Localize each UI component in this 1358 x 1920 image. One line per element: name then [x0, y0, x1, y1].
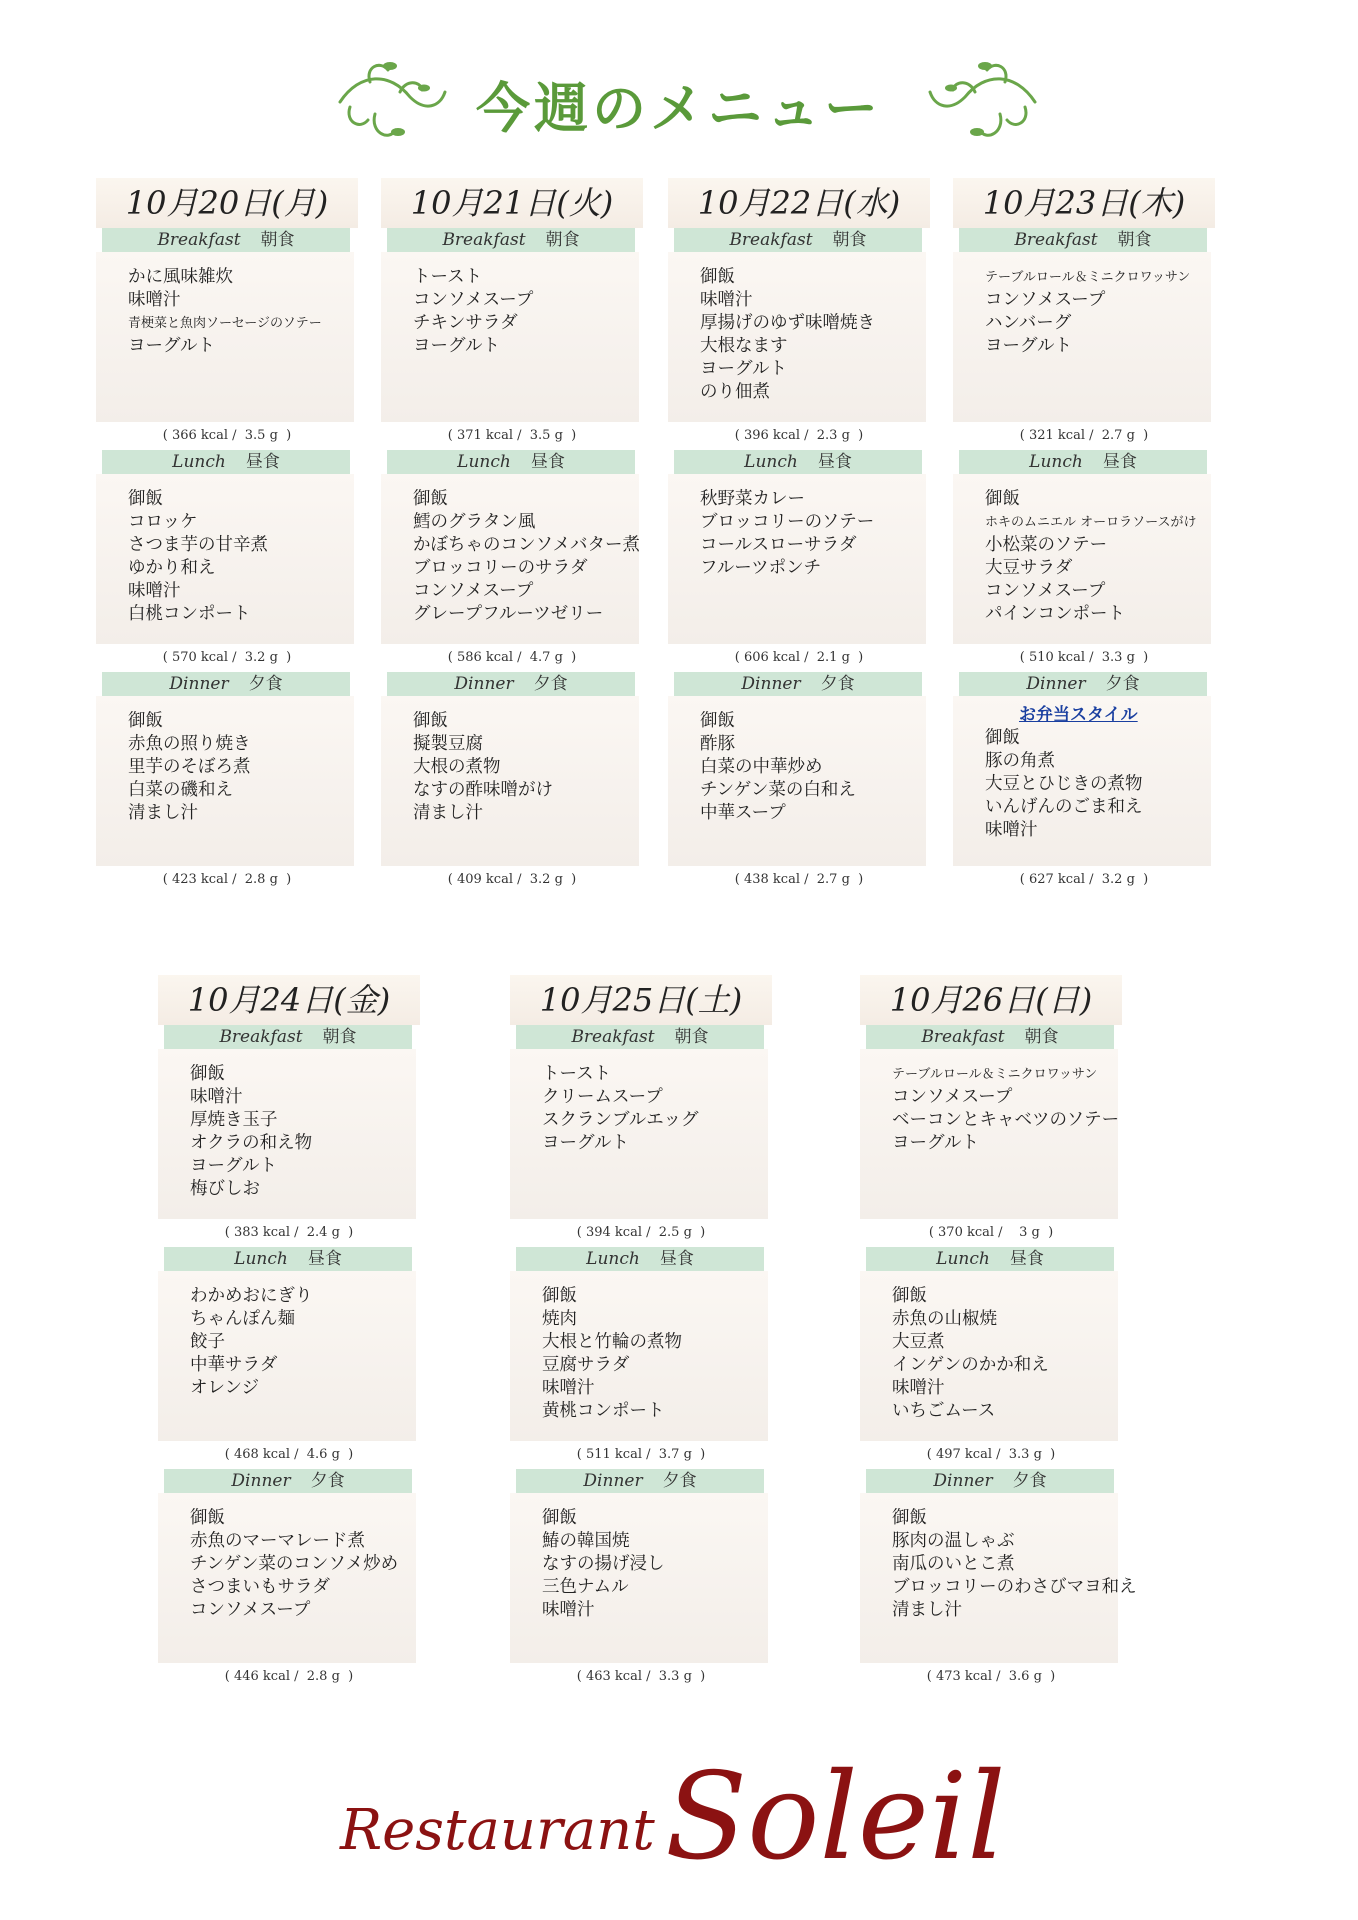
menu-item: 清まし汁	[128, 803, 198, 823]
dinner-label-jp: 夕食	[248, 674, 283, 694]
day-card	[381, 178, 643, 894]
menu-item: 味噌汁	[128, 581, 181, 601]
breakfast-label-jp: 朝食	[674, 1027, 709, 1047]
menu-item: コロッケ	[128, 512, 198, 532]
menu-item: ブロッコリーのサラダ	[413, 558, 588, 578]
dinner-label-en: Dinner	[933, 1471, 993, 1491]
nutrition-info: ( 570 kcal / 3.2 g )	[162, 650, 292, 665]
breakfast-section	[860, 1025, 1122, 1247]
menu-item: 黄桃コンポート	[542, 1401, 665, 1421]
lunch-header	[387, 450, 635, 474]
menu-item: なすの揚げ浸し	[542, 1554, 665, 1574]
menu-item: 三色ナムル	[542, 1577, 629, 1597]
dinner-label-en: Dinner	[169, 674, 229, 694]
dinner-label-en: Dinner	[583, 1471, 643, 1491]
nutrition-info: ( 606 kcal / 2.1 g )	[734, 650, 864, 665]
menu-item: 里芋のそぼろ煮	[128, 757, 251, 777]
menu-item: 味噌汁	[542, 1600, 595, 1620]
breakfast-label-en: Breakfast	[219, 1027, 303, 1047]
menu-item: 味噌汁	[892, 1378, 945, 1398]
menu-item: ヨーグルト	[413, 336, 500, 356]
dinner-label-jp: 夕食	[1105, 674, 1140, 694]
menu-item: コンソメスープ	[985, 290, 1106, 310]
nutrition-info: ( 371 kcal / 3.5 g )	[447, 428, 577, 443]
menu-item: かぼちゃのコンソメバター煮	[413, 535, 640, 555]
menu-item: ヨーグルト	[892, 1133, 979, 1153]
menu-item: 大根なます	[700, 336, 788, 356]
lunch-label-jp: 昼食	[659, 1249, 694, 1269]
dinner-label-jp: 夕食	[533, 674, 568, 694]
header	[0, 52, 1358, 152]
menu-item: 大豆とひじきの煮物	[985, 774, 1143, 794]
menu-item: コンソメスープ	[413, 581, 534, 601]
lunch-header	[959, 450, 1207, 474]
menu-item: 梅びしお	[190, 1179, 260, 1199]
menu-item: コンソメスープ	[892, 1087, 1013, 1107]
breakfast-label-en: Breakfast	[921, 1027, 1005, 1047]
nutrition-info: ( 321 kcal / 2.7 g )	[1019, 428, 1149, 443]
lunch-items	[96, 474, 354, 644]
menu-item: 清まし汁	[413, 803, 483, 823]
menu-item: トースト	[413, 267, 483, 287]
menu-item: ハンバーグ	[985, 313, 1072, 333]
breakfast-label-jp: 朝食	[1117, 230, 1152, 250]
breakfast-header	[102, 228, 350, 252]
menu-item: 小松菜のソテー	[985, 535, 1108, 555]
menu-item: 御飯	[413, 711, 448, 731]
menu-item: わかめおにぎり	[190, 1286, 313, 1306]
breakfast-section	[96, 228, 358, 450]
menu-item: クリームスープ	[542, 1087, 663, 1107]
lunch-section	[510, 1247, 772, 1469]
lunch-section	[860, 1247, 1122, 1469]
dinner-section	[953, 672, 1215, 894]
menu-item: オクラの和え物	[190, 1133, 313, 1153]
menu-item: 青梗菜と魚肉ソーセージのソテー	[128, 316, 322, 331]
breakfast-section	[158, 1025, 420, 1247]
lunch-items	[860, 1271, 1118, 1441]
menu-item: 御飯	[413, 489, 448, 509]
lunch-header	[674, 450, 922, 474]
lunch-label-en: Lunch	[586, 1249, 640, 1269]
breakfast-items	[510, 1049, 768, 1219]
lunch-items	[381, 474, 639, 644]
breakfast-items	[96, 252, 354, 422]
menu-item: 味噌汁	[190, 1087, 243, 1107]
dinner-header	[959, 672, 1207, 696]
menu-item: 酢豚	[700, 734, 735, 754]
dinner-section	[860, 1469, 1137, 1691]
dinner-header	[164, 1469, 412, 1493]
lunch-label-en: Lunch	[457, 452, 511, 472]
menu-item: 豆腐サラダ	[542, 1355, 630, 1375]
lunch-label-en: Lunch	[172, 452, 226, 472]
menu-item: ベーコンとキャベツのソテー	[892, 1110, 1120, 1130]
menu-item: コールスローサラダ	[700, 535, 857, 555]
menu-item: スクランブルエッグ	[542, 1110, 699, 1130]
menu-item: コンソメスープ	[413, 290, 534, 310]
lunch-header	[866, 1247, 1114, 1271]
menu-item: 味噌汁	[700, 290, 753, 310]
lunch-label-en: Lunch	[234, 1249, 288, 1269]
menu-item: 御飯	[128, 711, 163, 731]
nutrition-info: ( 510 kcal / 3.3 g )	[1019, 650, 1149, 665]
menu-item: ブロッコリーのソテー	[700, 512, 875, 532]
nutrition-info: ( 396 kcal / 2.3 g )	[734, 428, 864, 443]
dinner-items	[953, 696, 1211, 866]
lunch-label-en: Lunch	[744, 452, 798, 472]
nutrition-info: ( 473 kcal / 3.6 g )	[926, 1669, 1056, 1684]
dinner-section	[158, 1469, 420, 1691]
menu-item: ヨーグルト	[190, 1156, 277, 1176]
menu-item: 大根と竹輪の煮物	[542, 1332, 682, 1352]
lunch-section	[668, 450, 930, 672]
lunch-label-jp: 昼食	[1102, 452, 1137, 472]
menu-item: さつまいもサラダ	[190, 1577, 330, 1597]
menu-item: のり佃煮	[700, 382, 770, 402]
lunch-header	[516, 1247, 764, 1271]
dinner-label-en: Dinner	[231, 1471, 291, 1491]
lunch-items	[158, 1271, 416, 1441]
menu-item: 餃子	[190, 1332, 225, 1352]
breakfast-items	[953, 252, 1211, 422]
menu-item: 御飯	[985, 728, 1020, 748]
dinner-label-jp: 夕食	[1012, 1471, 1047, 1491]
dinner-items	[510, 1493, 768, 1663]
menu-item: ゆかり和え	[128, 558, 216, 578]
lunch-label-jp: 昼食	[245, 452, 280, 472]
day-date: 10月25日(土)	[510, 975, 772, 1025]
menu-item: 御飯	[892, 1286, 927, 1306]
menu-item: 白桃コンポート	[128, 604, 251, 624]
dinner-items	[668, 696, 926, 866]
menu-item: チキンサラダ	[413, 313, 518, 333]
menu-item: グレープフルーツゼリー	[413, 604, 604, 624]
day-date: 10月23日(木)	[953, 178, 1215, 228]
menu-item: 赤魚の照り焼き	[128, 734, 251, 754]
dinner-header	[387, 672, 635, 696]
page-title: 今週のメニュー	[476, 76, 882, 140]
breakfast-items	[668, 252, 926, 422]
breakfast-header	[164, 1025, 412, 1049]
vine-ornament-icon	[925, 52, 1045, 152]
menu-item: 赤魚のマーマレード煮	[190, 1531, 365, 1551]
dinner-section	[96, 672, 358, 894]
menu-item: ヨーグルト	[985, 336, 1072, 356]
nutrition-info: ( 468 kcal / 4.6 g )	[224, 1447, 354, 1462]
menu-item: 南瓜のいとこ煮	[892, 1554, 1015, 1574]
menu-item: 鰆の韓国焼	[542, 1531, 630, 1551]
breakfast-items	[860, 1049, 1118, 1219]
dinner-section	[381, 672, 643, 894]
dinner-section	[668, 672, 930, 894]
menu-item: ちゃんぽん麺	[190, 1309, 295, 1329]
breakfast-label-en: Breakfast	[442, 230, 526, 250]
lunch-items	[668, 474, 926, 644]
breakfast-header	[866, 1025, 1114, 1049]
menu-item: 御飯	[700, 711, 735, 731]
day-date: 10月24日(金)	[158, 975, 420, 1025]
lunch-label-jp: 昼食	[817, 452, 852, 472]
menu-item: いんげんのごま和え	[985, 797, 1143, 817]
breakfast-header	[387, 228, 635, 252]
menu-item: ヨーグルト	[128, 336, 215, 356]
day-card	[96, 178, 358, 894]
meal-note: お弁当スタイル	[1019, 705, 1138, 725]
menu-item: 鱈のグラタン風	[413, 512, 536, 532]
menu-item: ヨーグルト	[542, 1133, 629, 1153]
menu-item: かに風味雑炊	[128, 267, 233, 287]
breakfast-section	[668, 228, 930, 450]
lunch-section	[158, 1247, 420, 1469]
day-card	[953, 178, 1215, 894]
menu-item: ヨーグルト	[700, 359, 787, 379]
menu-item: 大豆サラダ	[985, 558, 1073, 578]
dinner-section	[510, 1469, 772, 1691]
menu-item: 味噌汁	[985, 820, 1038, 840]
day-date: 10月22日(水)	[668, 178, 930, 228]
day-card	[510, 975, 772, 1691]
menu-item: 赤魚の山椒焼	[892, 1309, 997, 1329]
breakfast-items	[158, 1049, 416, 1219]
breakfast-label-jp: 朝食	[260, 230, 295, 250]
menu-item: 白菜の中華炒め	[700, 757, 823, 777]
dinner-items	[158, 1493, 416, 1663]
dinner-label-jp: 夕食	[820, 674, 855, 694]
menu-item: 中華スープ	[700, 803, 786, 823]
menu-item: 御飯	[542, 1508, 577, 1528]
menu-item: 大根の煮物	[413, 757, 501, 777]
menu-item: コンソメスープ	[190, 1600, 311, 1620]
menu-item: 豚肉の温しゃぶ	[892, 1531, 1015, 1551]
menu-item: 味噌汁	[128, 290, 181, 310]
dinner-items	[381, 696, 639, 866]
breakfast-label-jp: 朝食	[1024, 1027, 1059, 1047]
breakfast-label-en: Breakfast	[729, 230, 813, 250]
dinner-label-jp: 夕食	[310, 1471, 345, 1491]
menu-item: 秋野菜カレー	[700, 489, 805, 509]
nutrition-info: ( 511 kcal / 3.7 g )	[576, 1447, 706, 1462]
menu-item: 厚揚げのゆず味噌焼き	[700, 313, 875, 333]
lunch-section	[381, 450, 643, 672]
menu-item: 御飯	[985, 489, 1020, 509]
menu-item: 御飯	[128, 489, 163, 509]
menu-item: オレンジ	[190, 1378, 260, 1398]
menu-item: 豚の角煮	[985, 751, 1055, 771]
nutrition-info: ( 446 kcal / 2.8 g )	[224, 1669, 354, 1684]
nutrition-info: ( 627 kcal / 3.2 g )	[1019, 872, 1149, 887]
menu-item: テーブルロール＆ミニクロワッサン	[985, 270, 1191, 285]
footer	[0, 1740, 1358, 1890]
breakfast-label-jp: 朝食	[832, 230, 867, 250]
lunch-label-jp: 昼食	[1009, 1249, 1044, 1269]
dinner-label-en: Dinner	[741, 674, 801, 694]
dinner-label-jp: 夕食	[662, 1471, 697, 1491]
breakfast-section	[953, 228, 1215, 450]
dinner-items	[96, 696, 354, 866]
lunch-label-jp: 昼食	[530, 452, 565, 472]
restaurant-name: Soleil	[665, 1748, 1006, 1887]
menu-item: テーブルロール＆ミニクロワッサン	[892, 1067, 1098, 1082]
breakfast-section	[510, 1025, 772, 1247]
menu-item: 白菜の磯和え	[128, 780, 233, 800]
nutrition-info: ( 394 kcal / 2.5 g )	[576, 1225, 706, 1240]
menu-item: 大豆煮	[892, 1332, 945, 1352]
dinner-header	[866, 1469, 1114, 1493]
lunch-section	[953, 450, 1215, 672]
nutrition-info: ( 463 kcal / 3.3 g )	[576, 1669, 706, 1684]
menu-item: トースト	[542, 1064, 612, 1084]
menu-item: いちごムース	[892, 1401, 996, 1421]
nutrition-info: ( 438 kcal / 2.7 g )	[734, 872, 864, 887]
day-card	[158, 975, 420, 1691]
lunch-header	[164, 1247, 412, 1271]
menu-item: 御飯	[700, 267, 735, 287]
dinner-label-en: Dinner	[454, 674, 514, 694]
menu-item: インゲンのかか和え	[892, 1355, 1049, 1375]
menu-item: 味噌汁	[542, 1378, 595, 1398]
nutrition-info: ( 586 kcal / 4.7 g )	[447, 650, 577, 665]
menu-item: さつま芋の甘辛煮	[128, 535, 268, 555]
breakfast-section	[381, 228, 643, 450]
menu-item: コンソメスープ	[985, 581, 1106, 601]
dinner-label-en: Dinner	[1026, 674, 1086, 694]
lunch-label-en: Lunch	[1029, 452, 1083, 472]
day-card	[668, 178, 930, 894]
lunch-section	[96, 450, 358, 672]
breakfast-label-en: Breakfast	[1014, 230, 1098, 250]
breakfast-items	[381, 252, 639, 422]
breakfast-label-en: Breakfast	[157, 230, 241, 250]
nutrition-info: ( 497 kcal / 3.3 g )	[926, 1447, 1056, 1462]
menu-item: 御飯	[190, 1508, 225, 1528]
menu-item: フルーツポンチ	[700, 558, 822, 578]
day-card	[860, 975, 1137, 1691]
menu-item: 中華サラダ	[190, 1355, 278, 1375]
day-date: 10月20日(月)	[96, 178, 358, 228]
breakfast-header	[674, 228, 922, 252]
menu-item: チンゲン菜の白和え	[700, 780, 856, 800]
menu-item: 擬製豆腐	[413, 734, 483, 754]
menu-item: 清まし汁	[892, 1600, 962, 1620]
menu-item: なすの酢味噌がけ	[413, 780, 553, 800]
dinner-header	[674, 672, 922, 696]
menu-item: ホキのムニエル オーロラソースがけ	[985, 515, 1197, 530]
dinner-header	[516, 1469, 764, 1493]
dinner-items	[860, 1493, 1137, 1663]
dinner-header	[102, 672, 350, 696]
breakfast-label-jp: 朝食	[545, 230, 580, 250]
breakfast-label-jp: 朝食	[322, 1027, 357, 1047]
lunch-label-jp: 昼食	[307, 1249, 342, 1269]
nutrition-info: ( 409 kcal / 3.2 g )	[447, 872, 577, 887]
menu-item: チンゲン菜のコンソメ炒め	[190, 1554, 399, 1574]
breakfast-label-en: Breakfast	[571, 1027, 655, 1047]
menu-item: 御飯	[542, 1286, 577, 1306]
menu-item: 厚焼き玉子	[190, 1110, 278, 1130]
lunch-label-en: Lunch	[936, 1249, 990, 1269]
day-date: 10月21日(火)	[381, 178, 643, 228]
restaurant-label: Restaurant	[340, 1798, 655, 1863]
day-date: 10月26日(日)	[860, 975, 1122, 1025]
menu-item: 御飯	[190, 1064, 225, 1084]
nutrition-info: ( 366 kcal / 3.5 g )	[162, 428, 292, 443]
lunch-items	[953, 474, 1211, 644]
menu-item: パインコンポート	[985, 604, 1125, 624]
nutrition-info: ( 423 kcal / 2.8 g )	[162, 872, 292, 887]
lunch-items	[510, 1271, 768, 1441]
nutrition-info: ( 370 kcal / 3 g )	[928, 1225, 1054, 1240]
menu-item: 御飯	[892, 1508, 927, 1528]
nutrition-info: ( 383 kcal / 2.4 g )	[224, 1225, 354, 1240]
breakfast-header	[959, 228, 1207, 252]
breakfast-header	[516, 1025, 764, 1049]
lunch-header	[102, 450, 350, 474]
menu-item: 焼肉	[542, 1309, 577, 1329]
menu-item: ブロッコリーのわさびマヨ和え	[892, 1577, 1137, 1597]
